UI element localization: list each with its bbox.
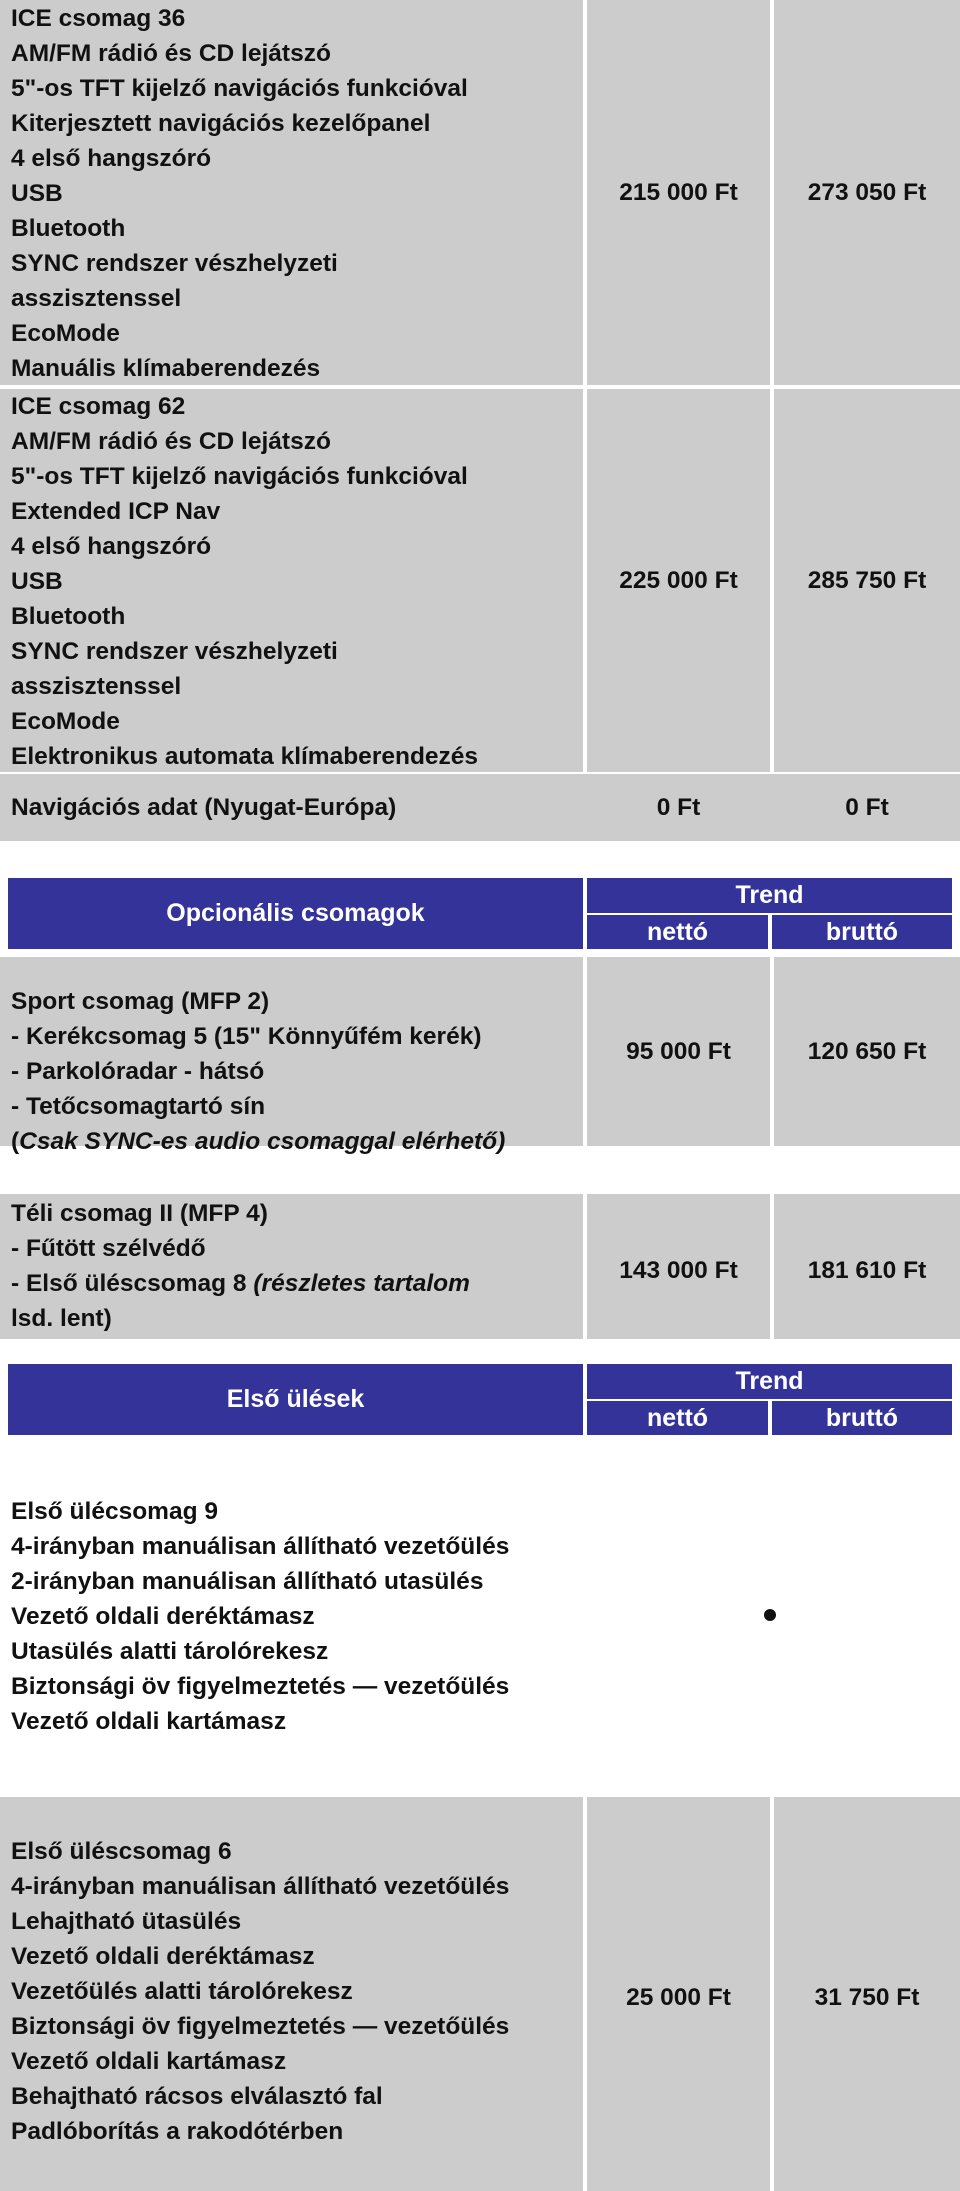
- feature-line: Utasülés alatti tárolórekesz: [11, 1638, 329, 1665]
- feature-line: 2-irányban manuálisan állítható utasülés: [11, 1568, 484, 1595]
- feature-line: 5"-os TFT kijelző navigációs funkcióval: [11, 75, 468, 102]
- package-title: ICE csomag 62: [11, 393, 186, 420]
- gross-price: 273 050 Ft: [774, 0, 960, 385]
- feature-line: Biztonsági öv figyelmeztetés — vezetőülés: [11, 2013, 510, 2040]
- feature-line: 5"-os TFT kijelző navigációs funkcióval: [11, 463, 468, 490]
- net-price: 225 000 Ft: [587, 389, 770, 772]
- package-description: [0, 957, 583, 1155]
- feature-line: AM/FM rádió és CD lejátszó: [11, 40, 331, 67]
- feature-line: 4-irányban manuálisan állítható vezetőülés: [11, 1533, 510, 1560]
- feature-line: SYNC rendszer vészhelyzeti: [11, 250, 338, 277]
- feature-line: SYNC rendszer vészhelyzeti: [11, 638, 338, 665]
- trim-header: Trend: [587, 878, 952, 913]
- feature-line: Bluetooth: [11, 215, 126, 242]
- feature-line: Vezető oldali kartámasz: [11, 2048, 287, 2075]
- package-description: [0, 0, 583, 385]
- package-description: [0, 1194, 583, 1339]
- package-title: Téli csomag II (MFP 4): [11, 1200, 268, 1227]
- front-seats-header: Első ülések: [8, 1364, 583, 1435]
- note-text: Csak SYNC-es audio csomaggal elérhető): [19, 1128, 506, 1155]
- feature-line: Padlóborítás a rakodótérben: [11, 2118, 344, 2145]
- feature-line: Vezető oldali deréktámasz: [11, 1603, 315, 1630]
- net-price: 25 000 Ft: [587, 1797, 770, 2191]
- feature-line: EcoMode: [11, 708, 120, 735]
- feature-line: Extended ICP Nav: [11, 498, 221, 525]
- feature-line: Vezetőülés alatti tárolórekesz: [11, 1978, 353, 2005]
- standard-equipment-bullet: [764, 1609, 776, 1621]
- package-title: Navigációs adat (Nyugat-Európa): [11, 794, 397, 821]
- feature-line: asszisztenssel: [11, 285, 182, 312]
- feature-line: Vezető oldali kartámasz: [11, 1708, 287, 1735]
- feature-line: Vezető oldali deréktámasz: [11, 1943, 315, 1970]
- package-description: [0, 389, 583, 772]
- seat-package-description: [0, 1797, 583, 2191]
- trim-header: Trend: [587, 1364, 952, 1399]
- feature-line: [11, 1266, 583, 1301]
- gross-price: 181 610 Ft: [774, 1194, 960, 1339]
- net-header: nettó: [587, 1401, 768, 1435]
- gross-header: bruttó: [772, 1401, 952, 1435]
- net-price: 95 000 Ft: [587, 957, 770, 1146]
- feature-text: - Első üléscsomag 8: [11, 1270, 254, 1297]
- feature-note: (részletes tartalom: [253, 1270, 470, 1297]
- package-title: Első üléscsomag 6: [11, 1838, 232, 1865]
- feature-line: 4 első hangszóró: [11, 533, 212, 560]
- feature-line: Bluetooth: [11, 603, 126, 630]
- optional-packages-header: Opcionális csomagok: [8, 878, 583, 949]
- note-paren: (: [11, 1128, 20, 1155]
- gross-price: 285 750 Ft: [774, 389, 960, 772]
- feature-line: Manuális klímaberendezés: [11, 355, 321, 382]
- feature-line: Kiterjesztett navigációs kezelőpanel: [11, 110, 431, 137]
- feature-line: asszisztenssel: [11, 673, 182, 700]
- net-price: 215 000 Ft: [587, 0, 770, 385]
- gross-header: bruttó: [772, 915, 952, 949]
- feature-line: Lehajtható ütasülés: [11, 1908, 242, 1935]
- feature-line: EcoMode: [11, 320, 120, 347]
- net-price: 0 Ft: [656, 793, 701, 821]
- feature-line: Elektronikus automata klímaberendezés: [11, 743, 479, 770]
- gross-price: 0 Ft: [845, 793, 889, 821]
- feature-line: 4-irányban manuálisan állítható vezetőülés: [11, 1873, 510, 1900]
- net-header: nettó: [587, 915, 768, 949]
- seat-package-description: [0, 1494, 583, 1744]
- feature-line: - Parkolóradar - hátsó: [11, 1058, 265, 1085]
- gross-price: 120 650 Ft: [774, 957, 960, 1146]
- feature-line: Biztonsági öv figyelmeztetés — vezetőülés: [11, 1673, 510, 1700]
- availability-note: [11, 1124, 583, 1159]
- net-price: 143 000 Ft: [587, 1194, 770, 1339]
- package-title: Első ülécsomag 9: [11, 1498, 218, 1525]
- feature-line: USB: [11, 180, 63, 207]
- feature-line: 4 első hangszóró: [11, 145, 212, 172]
- package-title: ICE csomag 36: [11, 5, 186, 32]
- feature-line: - Tetőcsomagtartó sín: [11, 1093, 266, 1120]
- navigation-data-row: [0, 774, 960, 841]
- feature-line: AM/FM rádió és CD lejátszó: [11, 428, 331, 455]
- gross-price: 31 750 Ft: [774, 1797, 960, 2191]
- package-title: Sport csomag (MFP 2): [11, 988, 270, 1015]
- feature-line: - Fűtött szélvédő: [11, 1235, 206, 1262]
- feature-line: USB: [11, 568, 63, 595]
- feature-note: lsd. lent): [11, 1305, 112, 1332]
- feature-line: Behajtható rácsos elválasztó fal: [11, 2083, 383, 2110]
- feature-line: - Kerékcsomag 5 (15" Könnyűfém kerék): [11, 1023, 482, 1050]
